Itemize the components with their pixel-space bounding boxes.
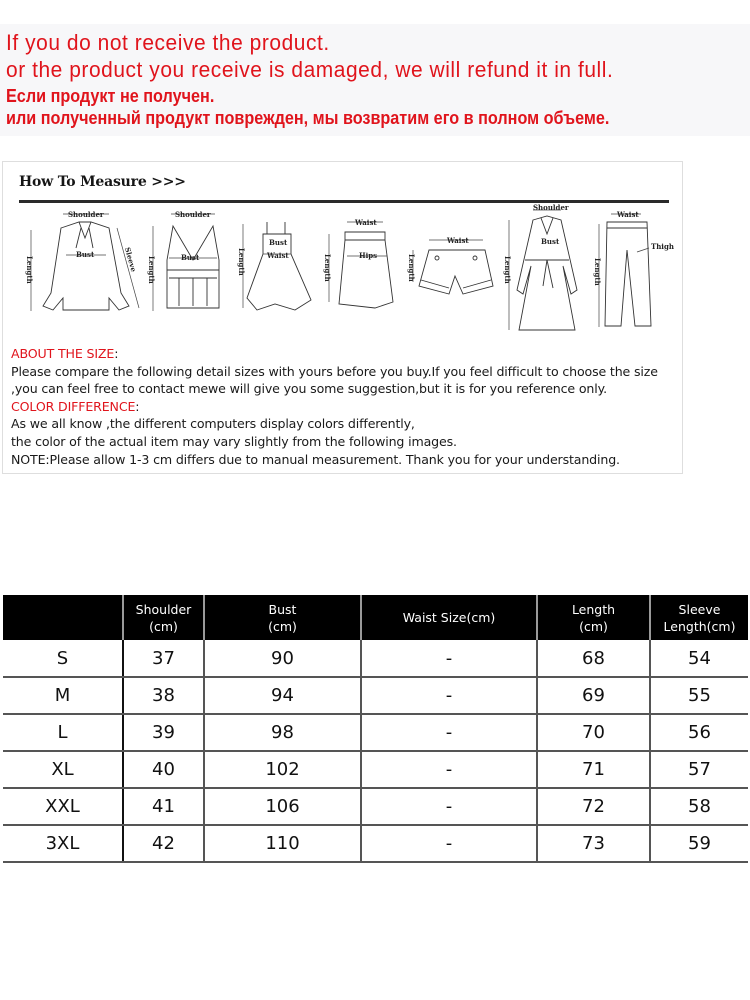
about-size-line-2: ,you can feel free to contact mewe will give you some suggestion,but it is for you reference only. [11,381,607,397]
skirt-label-length: Length [323,254,332,282]
table-row [3,788,748,825]
color-difference-heading: COLOR DIFFERENCE [11,398,136,414]
header-bust: Bust (cm) [204,595,361,640]
cell-waist: - [361,714,537,751]
color-difference-line-1: As we all know ,the different computers display colors differently, [11,416,415,432]
cell-waist: - [361,751,537,788]
shorts-diagram-icon [407,236,497,306]
notice-line-ru-2: или полученный продукт поврежден, мы возвратим его в полном объеме. [6,108,610,128]
skirt-label-hips: Hips [359,251,378,260]
shorts-label-length: Length [407,254,416,282]
notice-line-en-2: or the product you receive is damaged, we will refund it in full. [6,57,614,82]
skirt-diagram-icon [321,218,401,322]
table-row [3,677,748,714]
cell-waist: - [361,788,537,825]
measure-title: How To Measure >>> [19,174,186,190]
pants-label-length: Length [593,258,602,286]
camisole-label-length: Length [147,256,156,284]
camisole-label-shoulder: Shoulder [175,210,211,219]
coat-label-shoulder: Shoulder [533,203,569,212]
table-row [3,714,748,751]
dress-diagram-icon [235,218,315,318]
cell-sleeve-length: 57 [650,751,748,788]
cell-waist: - [361,640,537,677]
pants-label-thigh: Thigh [651,242,674,251]
about-size-heading-row: ABOUT THE SIZE: [11,346,119,361]
cell-bust: 90 [204,640,361,677]
cell-bust: 110 [204,825,361,862]
cell-size: 3XL [3,825,123,862]
cell-shoulder: 41 [123,788,204,825]
table-row [3,751,748,788]
coat-label-bust: Bust [541,237,560,246]
blouse-label-shoulder: Shoulder [68,210,104,219]
title-divider [19,200,669,203]
cell-size: XXL [3,788,123,825]
cell-length: 72 [537,788,650,825]
dress-label-bust: Bust [269,238,288,247]
about-size-line-1: Please compare the following detail sizes with yours before you buy.If you feel difficult to choose the size [11,363,658,379]
coat-diagram-icon [503,203,593,336]
cell-length: 71 [537,751,650,788]
table-header-row [3,595,748,640]
color-difference-heading-row: COLOR DIFFERENCE: [11,398,140,414]
blouse-label-length: Length [25,256,34,284]
cell-length: 69 [537,677,650,714]
cell-sleeve-length: 54 [650,640,748,677]
notice-line-en-1: If you do not receive the product. [6,30,330,55]
size-chart-table [3,595,748,863]
cell-size: XL [3,751,123,788]
cell-size: S [3,640,123,677]
cell-bust: 102 [204,751,361,788]
pants-label-waist: Waist [617,210,639,219]
cell-sleeve-length: 56 [650,714,748,751]
header-sleeve-length: Sleeve Length(cm) [650,595,748,640]
cell-shoulder: 37 [123,640,204,677]
dress-label-waist: Waist [267,251,289,260]
cell-bust: 94 [204,677,361,714]
cell-waist: - [361,677,537,714]
notice-line-ru-1: Если продукт не получен. [6,86,215,106]
table-row [3,640,748,677]
blouse-label-sleeve: Sleeve [123,246,139,273]
camisole-label-bust: Bust [181,253,200,262]
skirt-label-waist: Waist [355,218,377,227]
cell-sleeve-length: 55 [650,677,748,714]
header-size [3,595,123,640]
header-waist: Waist Size(cm) [361,595,537,640]
cell-bust: 98 [204,714,361,751]
camisole-diagram-icon [145,208,227,318]
cell-shoulder: 38 [123,677,204,714]
shorts-label-waist: Waist [447,236,469,245]
cell-size: L [3,714,123,751]
cell-bust: 106 [204,788,361,825]
blouse-diagram-icon [21,208,141,318]
cell-length: 70 [537,714,650,751]
coat-label-length: Length [503,256,512,284]
about-size-heading: ABOUT THE SIZE [11,346,115,361]
refund-notice [0,24,750,136]
cell-length: 68 [537,640,650,677]
cell-sleeve-length: 58 [650,788,748,825]
garment-diagrams [3,204,684,339]
table-row [3,825,748,862]
cell-length: 73 [537,825,650,862]
color-difference-line-2: the color of the actual item may vary slightly from the following images. [11,433,457,449]
cell-size: M [3,677,123,714]
how-to-measure-panel [2,161,683,474]
measurement-note: NOTE:Please allow 1-3 cm differs due to manual measurement. Thank you for your understanding. [11,451,620,467]
pants-diagram-icon [593,212,675,337]
header-length: Length (cm) [537,595,650,640]
size-notes [11,345,681,468]
cell-shoulder: 42 [123,825,204,862]
dress-label-length: Length [237,248,246,276]
cell-shoulder: 40 [123,751,204,788]
cell-sleeve-length: 59 [650,825,748,862]
header-shoulder: Shoulder (cm) [123,595,204,640]
blouse-label-bust: Bust [76,250,95,259]
cell-waist: - [361,825,537,862]
cell-shoulder: 39 [123,714,204,751]
